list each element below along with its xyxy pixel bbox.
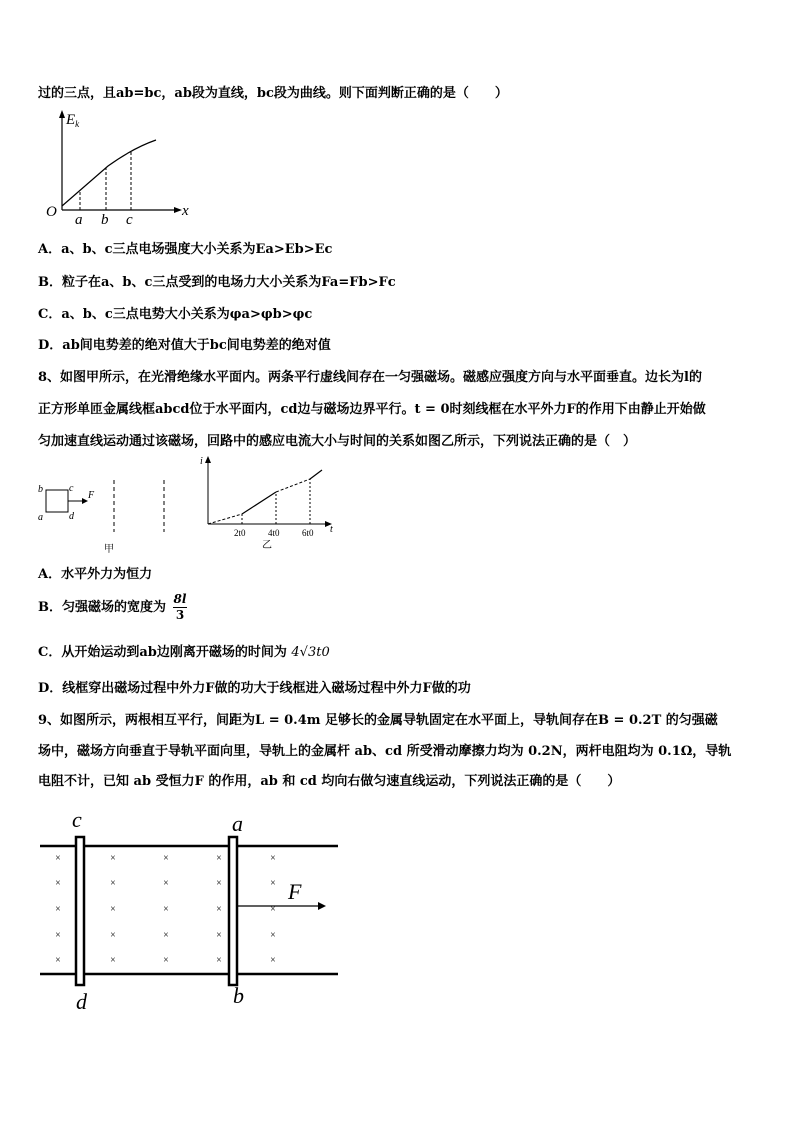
q8-caption-yi: 乙 <box>262 540 272 551</box>
q8-option-b-prefix: B．匀强磁场的宽度为 <box>38 600 166 615</box>
q7-origin-label: O <box>46 204 57 220</box>
q8-stem-line1: 8、如图甲所示，在光滑绝缘水平面内。两条平行虚线间存在一匀强磁场。磁感应强度方向与水平面垂直。边长为l的 <box>38 370 702 385</box>
svg-text:×: × <box>216 853 222 864</box>
q8-caption-jia: 甲 <box>104 544 114 555</box>
q7-ek-x-graph <box>38 108 198 228</box>
q7-y-label: $E_k$ <box>66 112 80 129</box>
q8-figure-yi <box>196 452 346 552</box>
q8-yi-tick-6t0: 6t0 <box>302 528 314 538</box>
svg-text:×: × <box>110 878 116 889</box>
q9-stem-line3: 电阻不计，已知 ab 受恒力F 的作用，ab 和 cd 均向右做匀速直线运动，下列说法正确的是（ ） <box>38 774 621 789</box>
svg-text:×: × <box>216 878 222 889</box>
svg-text:×: × <box>270 930 276 941</box>
svg-text:×: × <box>110 853 116 864</box>
q8-option-c <box>38 641 330 660</box>
q8-yi-tick-4t0: 4t0 <box>268 528 280 538</box>
q7-point-b: b <box>101 212 109 228</box>
q8-figure-jia <box>36 476 186 556</box>
svg-text:×: × <box>270 955 276 966</box>
svg-text:×: × <box>163 930 169 941</box>
q9-label-b: b <box>233 983 244 1008</box>
q8-force-label: F <box>88 490 95 501</box>
svg-text:×: × <box>216 904 222 915</box>
q7-option-c: C．a、b、c三点电势大小关系为φa>φb>φc <box>38 307 313 322</box>
q8-option-c-prefix: C．从开始运动到ab边刚离开磁场的时间为 <box>38 645 287 660</box>
q7-option-b: B．粒子在a、b、c三点受到的电场力大小关系为Fa=Fb>Fc <box>38 275 396 290</box>
q9-label-c: c <box>72 807 82 832</box>
svg-text:×: × <box>163 904 169 915</box>
svg-text:×: × <box>163 853 169 864</box>
svg-text:×: × <box>163 955 169 966</box>
q8-corner-b: b <box>38 484 43 495</box>
svg-text:×: × <box>270 853 276 864</box>
q8-option-c-value: 4√3t0 <box>291 645 330 660</box>
q8-corner-d: d <box>69 511 74 522</box>
q8-stem-line2: 正方形单匝金属线框abcd位于水平面内，cd边与磁场边界平行。t = 0时刻线框在水平外力F的作用下由静止开始做 <box>38 402 706 417</box>
svg-text:×: × <box>216 955 222 966</box>
q9-rails-figure <box>36 805 346 1015</box>
q7-point-c: c <box>126 212 133 228</box>
q8-option-b <box>38 592 187 623</box>
q8-option-b-denominator: 3 <box>175 608 185 622</box>
q8-stem-line3: 匀加速直线运动通过该磁场，回路中的感应电流大小与时间的关系如图乙所示，下列说法正确的是（ ） <box>38 434 637 449</box>
svg-text:×: × <box>55 878 61 889</box>
q7-option-a: A．a、b、c三点电场强度大小关系为Ea>Eb>Ec <box>38 242 333 257</box>
q8-yi-tick-2t0: 2t0 <box>234 528 246 538</box>
svg-text:×: × <box>55 930 61 941</box>
q8-yi-x-label: t <box>330 524 333 535</box>
svg-text:×: × <box>55 955 61 966</box>
svg-text:×: × <box>110 930 116 941</box>
svg-text:×: × <box>270 878 276 889</box>
q8-option-d: D．线框穿出磁场过程中外力F做的功大于线框进入磁场过程中外力F做的功 <box>38 681 471 696</box>
q8-option-b-fraction <box>173 592 188 623</box>
svg-text:×: × <box>55 853 61 864</box>
q8-yi-y-label: i <box>200 456 203 467</box>
q9-field-crosses <box>55 853 276 966</box>
q8-corner-c: c <box>69 483 74 494</box>
q7-x-label: x <box>182 203 189 219</box>
q9-force-label: F <box>288 879 302 904</box>
q9-label-a: a <box>232 811 243 836</box>
q7-stem: 过的三点，且ab=bc，ab段为直线，bc段为曲线。则下面判断正确的是（ ） <box>38 86 508 101</box>
q7-option-d: D．ab间电势差的绝对值大于bc间电势差的绝对值 <box>38 338 331 353</box>
svg-text:×: × <box>110 955 116 966</box>
q9-stem-line1: 9、如图所示，两根相互平行，间距为L = 0.4m 足够长的金属导轨固定在水平面上，导轨间存在B = 0.2T 的匀强磁 <box>38 713 718 728</box>
q8-option-b-numerator: 8l <box>173 592 187 606</box>
svg-text:×: × <box>55 904 61 915</box>
svg-text:×: × <box>216 930 222 941</box>
svg-text:×: × <box>270 904 276 915</box>
q9-label-d: d <box>76 989 87 1014</box>
q8-corner-a: a <box>38 512 43 523</box>
q9-stem-line2: 场中，磁场方向垂直于导轨平面向里，导轨上的金属杆 ab、cd 所受滑动摩擦力均为 0.2N，两杆电阻均为 0.1Ω，导轨 <box>38 744 732 759</box>
svg-text:×: × <box>110 904 116 915</box>
svg-text:×: × <box>163 878 169 889</box>
q7-point-a: a <box>75 212 83 228</box>
q8-option-a: A．水平外力为恒力 <box>38 567 153 582</box>
